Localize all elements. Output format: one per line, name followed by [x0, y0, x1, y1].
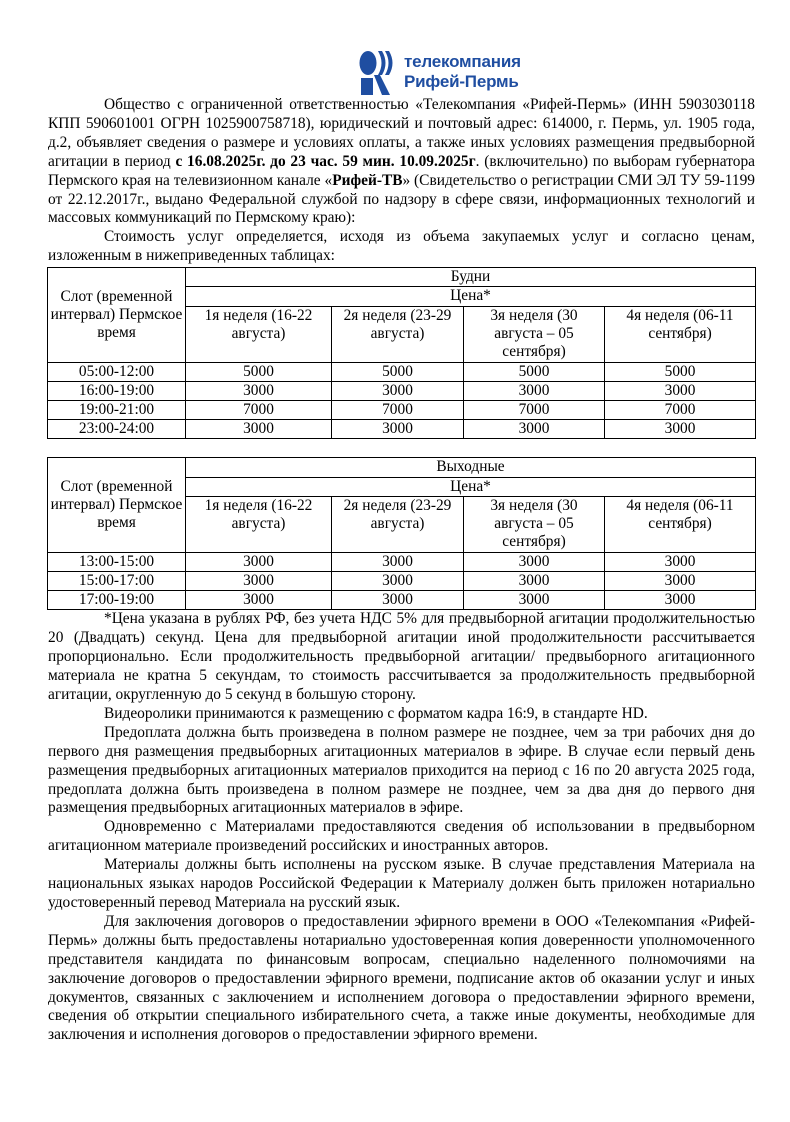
- price-cell: 3000: [464, 571, 605, 590]
- intro-text-2: . (включительно) по выборам губернатора Пермского края на телевизионном канале «: [48, 152, 755, 189]
- weekend-price-table: [47, 457, 756, 610]
- price-cell: 3000: [605, 571, 756, 590]
- price-cell: 5000: [605, 362, 756, 381]
- price-cell: 3000: [605, 420, 756, 439]
- price-cell: 3000: [605, 591, 756, 610]
- week-header: 2я неделя (23-29 августа): [332, 496, 464, 552]
- week-header: 1я неделя (16-22 августа): [186, 306, 332, 362]
- price-cell: 3000: [186, 552, 332, 571]
- week-header: 1я неделя (16-22 августа): [186, 496, 332, 552]
- price-cell: 3000: [464, 591, 605, 610]
- price-cell: 3000: [605, 552, 756, 571]
- week-header: 4я неделя (06-11 сентября): [605, 496, 756, 552]
- week-header: 2я неделя (23-29 августа): [332, 306, 464, 362]
- intro-paragraph: [48, 96, 755, 228]
- price-header: Цена*: [186, 287, 756, 306]
- price-cell: 3000: [186, 591, 332, 610]
- table-row: [48, 420, 756, 439]
- slot-header: Слот (временной интервал) Пермское время: [48, 458, 186, 552]
- price-cell: 3000: [464, 420, 605, 439]
- table-row: [48, 400, 756, 419]
- contract-documents-paragraph: Для заключения договоров о предоставлении эфирного времени в ООО «Телекомпания «Рифей-Пермь» должны быть предоставлены нотариально удостоверенная копия доверенности уполномоченного представителя кандидата по финансовым вопросам, специально наделенного полномочиями на заключение договоров о предоставлении эфирного времени, подписание актов об оказании услуг и иных документов, связанных с заключением и исполнением договора о предоставлении эфирного времени, сведения об открытии специального избирательного счета, а также иные документы, необходимые для заключения и исполнения договоров о предоставлении эфирного времени.: [48, 912, 755, 1044]
- table-row: [48, 381, 756, 400]
- price-cell: 3000: [186, 381, 332, 400]
- slot-cell: 19:00-21:00: [48, 400, 186, 419]
- weekend-title: Выходные: [186, 458, 756, 477]
- price-cell: 7000: [186, 400, 332, 419]
- price-cell: 3000: [332, 420, 464, 439]
- intro-text-3: » (Свидетельство о регистрации СМИ ЭЛ ТУ 59-1199 от 22.12.2017г., выдано Федеральной службой по надзору в сфере связи, информационных технологий и массовых коммуникаций по Пермскому краю):: [48, 171, 755, 227]
- price-cell: 5000: [186, 362, 332, 381]
- slot-cell: 15:00-17:00: [48, 571, 186, 590]
- cost-intro-paragraph: Стоимость услуг определяется, исходя из объема закупаемых услуг и согласно ценам, изложенным в нижеприведенных таблицах:: [48, 228, 755, 265]
- document-body: [48, 96, 755, 1045]
- price-cell: 3000: [332, 381, 464, 400]
- price-cell: 5000: [464, 362, 605, 381]
- language-paragraph: Материалы должны быть исполнены на русском языке. В случае представления Материала на национальных языках народов Российской Федерации к Материалу должен быть приложен нотариально удостоверенный перевод Материала на русский язык.: [48, 856, 755, 911]
- slot-header: Слот (временной интервал) Пермское время: [48, 268, 186, 362]
- period-bold: с 16.08.2025г. до 23 час. 59 мин. 10.09.2025г: [175, 152, 476, 170]
- table-row: [48, 571, 756, 590]
- logo-text: [404, 52, 521, 92]
- slot-cell: 17:00-19:00: [48, 591, 186, 610]
- table-row: [48, 362, 756, 381]
- weekday-price-table: [47, 267, 756, 439]
- weekday-title: Будни: [186, 268, 756, 287]
- week-header: 3я неделя (30 августа – 05 сентября): [464, 306, 605, 362]
- slot-cell: 13:00-15:00: [48, 552, 186, 571]
- price-cell: 3000: [332, 591, 464, 610]
- table-row: [48, 591, 756, 610]
- weekday-table-wrap: [48, 267, 755, 439]
- rifey-logo-icon: [358, 49, 398, 95]
- price-cell: 7000: [332, 400, 464, 419]
- logo-line-2: Рифей-Пермь: [404, 72, 519, 91]
- price-cell: 3000: [332, 552, 464, 571]
- table-row: [48, 552, 756, 571]
- price-cell: 3000: [605, 381, 756, 400]
- slot-cell: 05:00-12:00: [48, 362, 186, 381]
- price-cell: 3000: [186, 420, 332, 439]
- authors-info-paragraph: Одновременно с Материалами предоставляются сведения об использовании в предвыборном агитационном материале произведений российских и иностранных авторов.: [48, 818, 755, 855]
- video-format-paragraph: Видеоролики принимаются к размещению с форматом кадра 16:9, в стандарте HD.: [104, 704, 648, 722]
- price-cell: 3000: [186, 571, 332, 590]
- price-cell: 7000: [605, 400, 756, 419]
- intro-text: Общество с ограниченной ответственностью «Телекомпания «Рифей-Пермь» (ИНН 5903030118 КПП 590601001 ОГРН 1025900758718), юридический и почтовый адрес: 614000, г. Пермь, ул. 1905 года, д.2, объявляет сведения о размере и условиях оплаты, а также иных условиях размещения предвыборной агитации в период: [48, 96, 755, 170]
- company-logo: [358, 48, 521, 96]
- prepayment-paragraph: Предоплата должна быть произведена в полном размере не позднее, чем за три рабочих дня до первого дня размещения предвыборных агитационных материалов в эфире. В случае если первый день размещения предвыборных агитационных материалов приходится на период с 16 по 20 августа 2025 года, предоплата должна быть произведена в полном размере не позднее, чем за два дня до первого дня размещения предвыборных агитационных материалов в эфире.: [48, 723, 755, 817]
- week-header: 4я неделя (06-11 сентября): [605, 306, 756, 362]
- price-cell: 3000: [464, 552, 605, 571]
- slot-cell: 23:00-24:00: [48, 420, 186, 439]
- price-cell: 7000: [464, 400, 605, 419]
- price-footnote-paragraph: *Цена указана в рублях РФ, без учета НДС 5% для предвыборной агитации продолжительностью 20 (Двадцать) секунд. Цена для предвыборной агитации иной продолжительности рассчитывается пропорционально. Если продолжительность предвыборной агитации/ предвыборного агитационного материала не кратна 5 секундам, то стоимость рассчитывается за продолжительность предвыборной агитации, округленную до 5 секунд в большую сторону.: [48, 610, 755, 704]
- price-header: Цена*: [186, 477, 756, 496]
- price-cell: 3000: [464, 381, 605, 400]
- weekend-table-wrap: [48, 457, 755, 610]
- price-cell: 3000: [332, 571, 464, 590]
- slot-cell: 16:00-19:00: [48, 381, 186, 400]
- week-header: 3я неделя (30 августа – 05 сентября): [464, 496, 605, 552]
- logo-line-1: телекомпания: [404, 52, 521, 71]
- channel-name: Рифей-ТВ: [332, 171, 403, 189]
- price-cell: 5000: [332, 362, 464, 381]
